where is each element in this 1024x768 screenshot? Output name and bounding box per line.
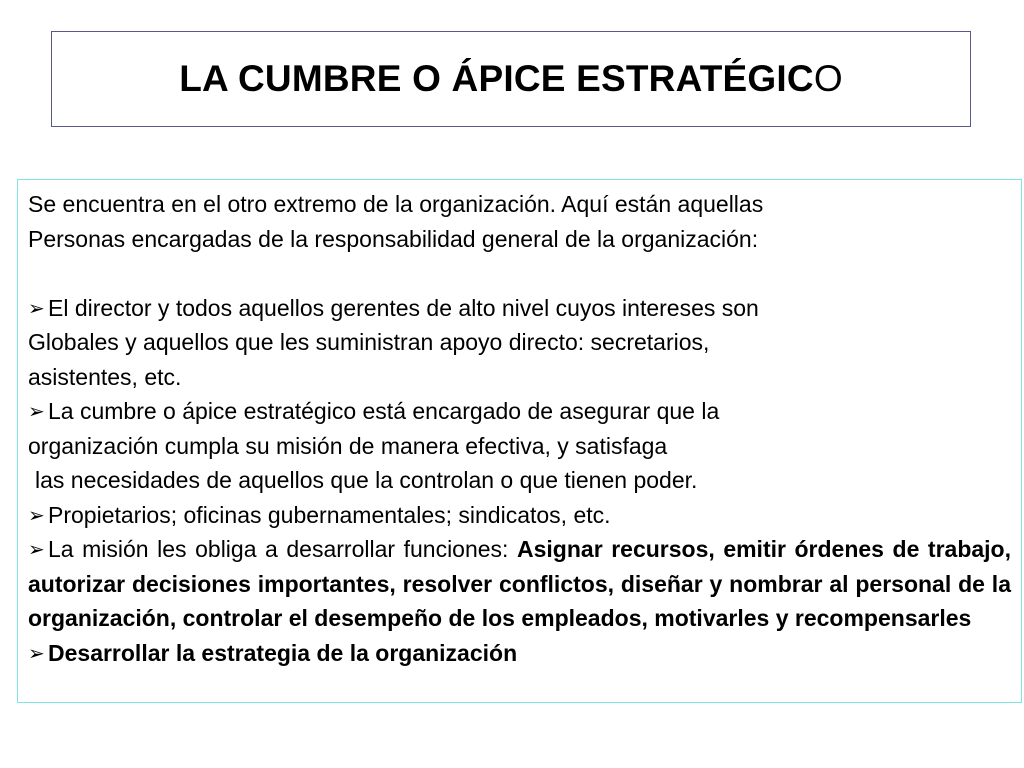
arrow-bullet-icon: ➢ — [28, 502, 45, 527]
arrow-bullet-icon: ➢ — [28, 399, 45, 423]
bullet-1-line-2: Globales y aquellos que les suministran apoyo directo: secretarios, — [28, 329, 710, 355]
bullet-4-text-normal: La misión les obliga a desarrollar funciones: — [48, 536, 518, 562]
bullet-2-line-1 — [28, 394, 1011, 429]
bullet-2-line-3: las necesidades de aquellos que la controlan o que tienen poder. — [35, 467, 698, 493]
bullet-4-text-bold: Asignar recursos, emitir órdenes de trabajo, autorizar decisiones importantes, resolver conflictos, diseñar y nombrar al personal de la organización, controlar el desempeño de los empleados, motivarles y recompensarles — [28, 536, 1011, 631]
bullet-1-line-3: asistentes, etc. — [28, 363, 182, 390]
paragraph-spacer — [28, 256, 1011, 291]
slide-title — [179, 58, 843, 100]
bullet-5-text-bold: Desarrollar la estrategia de la organización — [48, 639, 518, 666]
content-box — [17, 179, 1022, 703]
bullet-1-line-1 — [28, 291, 1011, 326]
bullet-3-line-1 — [28, 498, 1011, 533]
slide-title-last-letter: O — [813, 58, 843, 99]
bullet-2-line-2: organización cumpla su misión de manera efectiva, y satisfaga — [28, 432, 668, 459]
bullet-2-text-1: La cumbre o ápice estratégico está encargado de asegurar que la — [48, 398, 720, 424]
arrow-bullet-icon: ➢ — [28, 295, 45, 320]
bullet-5-line-1 — [28, 636, 1011, 671]
arrow-bullet-icon: ➢ — [28, 640, 45, 665]
title-box — [51, 31, 971, 127]
slide-title-main: LA CUMBRE O ÁPICE ESTRATÉGIC — [179, 58, 814, 99]
bullet-1-text-1: El director y todos aquellos gerentes de alto nivel cuyos intereses son — [48, 294, 759, 321]
arrow-bullet-icon: ➢ — [28, 537, 45, 561]
intro-line-2: Personas encargadas de la responsabilidad general de la organización: — [28, 225, 759, 252]
bullet-3-text-1: Propietarios; oficinas gubernamentales; sindicatos, etc. — [48, 501, 611, 528]
intro-line-1: Se encuentra en el otro extremo de la organización. Aquí están aquellas — [28, 191, 764, 217]
bullet-4-paragraph — [28, 532, 1011, 636]
